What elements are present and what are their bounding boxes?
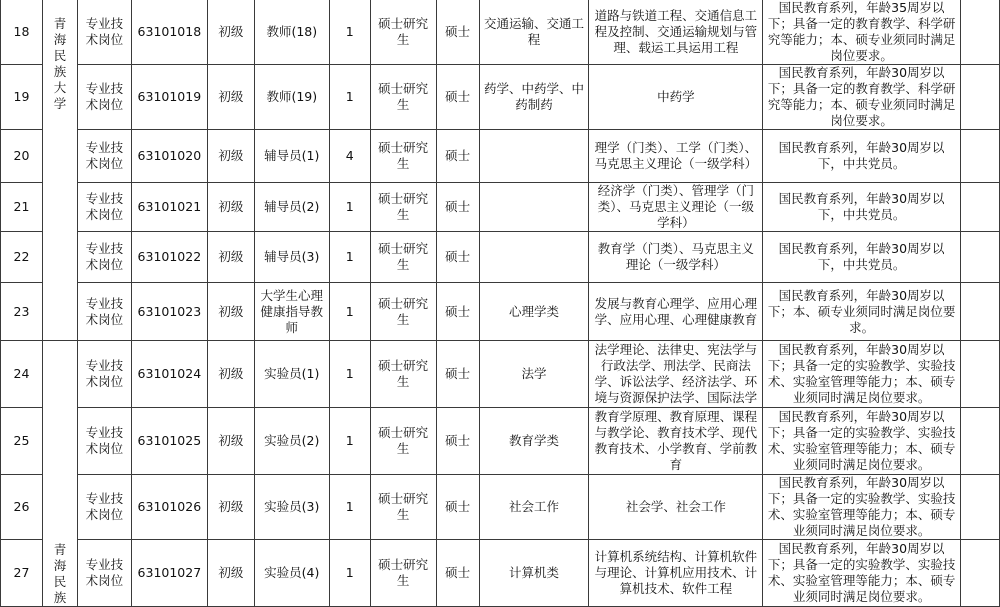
headcount-cell: 1	[329, 65, 370, 130]
degree-cell: 硕士	[436, 232, 479, 283]
post-code-cell: 63101020	[131, 130, 207, 183]
post-level-cell: 初级	[207, 232, 254, 283]
post-type-cell: 专业技术岗位	[77, 475, 131, 540]
major-category-cell	[479, 183, 589, 232]
post-name-cell: 教师(19)	[254, 65, 329, 130]
seq-cell: 19	[1, 65, 43, 130]
post-code-cell: 63101018	[131, 0, 207, 65]
degree-cell: 硕士	[436, 283, 479, 341]
post-type-cell: 专业技术岗位	[77, 283, 131, 341]
seq-cell: 23	[1, 283, 43, 341]
post-name-cell: 实验员(3)	[254, 475, 329, 540]
post-name-cell: 辅导员(1)	[254, 130, 329, 183]
headcount-cell: 1	[329, 408, 370, 475]
unit-name-char: 族	[53, 590, 67, 605]
degree-cell: 硕士	[436, 183, 479, 232]
seq-cell: 24	[1, 341, 43, 408]
post-type-cell: 专业技术岗位	[77, 408, 131, 475]
education-cell: 硕士研究生	[370, 183, 436, 232]
education-cell: 硕士研究生	[370, 65, 436, 130]
post-name-cell: 大学生心理健康指导教师	[254, 283, 329, 341]
remarks-cell	[960, 408, 999, 475]
table-row	[1, 130, 1000, 183]
post-type-cell: 专业技术岗位	[77, 183, 131, 232]
education-cell: 硕士研究生	[370, 0, 436, 65]
table-row	[1, 283, 1000, 341]
table-row	[1, 341, 1000, 408]
post-level-cell: 初级	[207, 341, 254, 408]
post-type-cell: 专业技术岗位	[77, 65, 131, 130]
unit-name-char: 民	[53, 574, 67, 589]
seq-cell: 22	[1, 232, 43, 283]
post-type-cell: 专业技术岗位	[77, 130, 131, 183]
conditions-cell: 国民教育系列，年龄30周岁以下；具备一定的实验教学、实验技术、实验室管理等能力；本、硕专业须同时满足岗位要求。	[763, 475, 961, 540]
headcount-cell: 4	[329, 130, 370, 183]
education-cell: 硕士研究生	[370, 232, 436, 283]
conditions-cell: 国民教育系列，年龄30周岁以下；具备一定的教育教学、科学研究等能力；本、硕专业须同时满足岗位要求。	[763, 65, 961, 130]
major-cell: 发展与教育心理学、应用心理学、应用心理、心理健康教育	[589, 283, 763, 341]
post-code-cell: 63101025	[131, 408, 207, 475]
remarks-cell	[960, 283, 999, 341]
post-code-cell: 63101022	[131, 232, 207, 283]
seq-cell: 25	[1, 408, 43, 475]
post-code-cell: 63101026	[131, 475, 207, 540]
major-category-cell: 法学	[479, 341, 589, 408]
major-category-cell: 交通运输、交通工程	[479, 0, 589, 65]
major-cell: 法学理论、法律史、宪法学与行政法学、刑法学、民商法学、诉讼法学、经济法学、环境与资源保护法学、国际法学	[589, 341, 763, 408]
major-category-cell	[479, 232, 589, 283]
remarks-cell	[960, 232, 999, 283]
table-row	[1, 65, 1000, 130]
major-cell: 道路与铁道工程、交通信息工程及控制、交通运输规划与管理、载运工具运用工程	[589, 0, 763, 65]
education-cell: 硕士研究生	[370, 130, 436, 183]
education-cell: 硕士研究生	[370, 475, 436, 540]
unit-name	[46, 16, 74, 112]
unit-name-cell	[42, 341, 77, 607]
headcount-cell: 1	[329, 540, 370, 607]
remarks-cell	[960, 65, 999, 130]
major-category-cell: 社会工作	[479, 475, 589, 540]
post-code-cell: 63101021	[131, 183, 207, 232]
table-row	[1, 0, 1000, 65]
major-category-cell: 计算机类	[479, 540, 589, 607]
table-row	[1, 540, 1000, 607]
remarks-cell	[960, 341, 999, 408]
degree-cell: 硕士	[436, 65, 479, 130]
unit-name	[46, 542, 74, 606]
post-name-cell: 辅导员(2)	[254, 183, 329, 232]
education-cell: 硕士研究生	[370, 408, 436, 475]
degree-cell: 硕士	[436, 130, 479, 183]
headcount-cell: 1	[329, 183, 370, 232]
unit-name-char: 海	[53, 32, 67, 47]
post-level-cell: 初级	[207, 540, 254, 607]
unit-name-char: 学	[53, 96, 67, 111]
table-body	[1, 0, 1000, 607]
major-cell: 计算机系统结构、计算机软件与理论、计算机应用技术、计算机技术、软件工程	[589, 540, 763, 607]
post-level-cell: 初级	[207, 408, 254, 475]
conditions-cell: 国民教育系列，年龄30周岁以下，中共党员。	[763, 130, 961, 183]
unit-name-char: 大	[53, 80, 67, 95]
table-row	[1, 475, 1000, 540]
post-level-cell: 初级	[207, 130, 254, 183]
post-type-cell: 专业技术岗位	[77, 232, 131, 283]
table-row	[1, 408, 1000, 475]
conditions-cell: 国民教育系列，年龄30周岁以下，中共党员。	[763, 183, 961, 232]
remarks-cell	[960, 183, 999, 232]
headcount-cell: 1	[329, 341, 370, 408]
major-cell: 中药学	[589, 65, 763, 130]
post-level-cell: 初级	[207, 65, 254, 130]
education-cell: 硕士研究生	[370, 540, 436, 607]
degree-cell: 硕士	[436, 341, 479, 408]
post-level-cell: 初级	[207, 183, 254, 232]
post-level-cell: 初级	[207, 283, 254, 341]
major-category-cell	[479, 130, 589, 183]
headcount-cell: 1	[329, 475, 370, 540]
unit-name-char: 海	[53, 558, 67, 573]
remarks-cell	[960, 130, 999, 183]
remarks-cell	[960, 540, 999, 607]
post-name-cell: 实验员(1)	[254, 341, 329, 408]
major-cell: 社会学、社会工作	[589, 475, 763, 540]
conditions-cell: 国民教育系列，年龄30周岁以下；具备一定的实验教学、实验技术、实验室管理等能力；本、硕专业须同时满足岗位要求。	[763, 408, 961, 475]
degree-cell: 硕士	[436, 475, 479, 540]
seq-cell: 26	[1, 475, 43, 540]
unit-name-char: 青	[53, 542, 67, 557]
table-row	[1, 183, 1000, 232]
unit-name-char: 族	[53, 64, 67, 79]
major-cell: 教育学（门类）、马克思主义理论（一级学科）	[589, 232, 763, 283]
headcount-cell: 1	[329, 0, 370, 65]
seq-cell: 21	[1, 183, 43, 232]
seq-cell: 27	[1, 540, 43, 607]
post-name-cell: 实验员(4)	[254, 540, 329, 607]
remarks-cell	[960, 0, 999, 65]
major-cell: 理学（门类）、工学（门类）、马克思主义理论（一级学科）	[589, 130, 763, 183]
conditions-cell: 国民教育系列，年龄30周岁以下；具备一定的实验教学、实验技术、实验室管理等能力；本、硕专业须同时满足岗位要求。	[763, 540, 961, 607]
major-category-cell: 教育学类	[479, 408, 589, 475]
unit-name-char: 民	[53, 48, 67, 63]
headcount-cell: 1	[329, 283, 370, 341]
major-cell: 经济学（门类）、管理学（门类）、马克思主义理论（一级学科）	[589, 183, 763, 232]
post-code-cell: 63101019	[131, 65, 207, 130]
seq-cell: 20	[1, 130, 43, 183]
post-type-cell: 专业技术岗位	[77, 0, 131, 65]
post-code-cell: 63101024	[131, 341, 207, 408]
degree-cell: 硕士	[436, 540, 479, 607]
table-row	[1, 232, 1000, 283]
education-cell: 硕士研究生	[370, 283, 436, 341]
post-code-cell: 63101023	[131, 283, 207, 341]
major-cell: 教育学原理、教育原理、课程与教学论、教育技术学、现代教育技术、小学教育、学前教育	[589, 408, 763, 475]
education-cell: 硕士研究生	[370, 341, 436, 408]
post-type-cell: 专业技术岗位	[77, 540, 131, 607]
unit-name-cell	[42, 0, 77, 341]
conditions-cell: 国民教育系列，年龄30周岁以下；本、硕专业须同时满足岗位要求。	[763, 283, 961, 341]
post-name-cell: 教师(18)	[254, 0, 329, 65]
conditions-cell: 国民教育系列，年龄35周岁以下；具备一定的教育教学、科学研究等能力；本、硕专业须同时满足岗位要求。	[763, 0, 961, 65]
major-category-cell: 药学、中药学、中药制药	[479, 65, 589, 130]
unit-name-char: 青	[53, 16, 67, 31]
conditions-cell: 国民教育系列，年龄30周岁以下，中共党员。	[763, 232, 961, 283]
post-name-cell: 实验员(2)	[254, 408, 329, 475]
post-level-cell: 初级	[207, 0, 254, 65]
post-type-cell: 专业技术岗位	[77, 341, 131, 408]
degree-cell: 硕士	[436, 408, 479, 475]
conditions-cell: 国民教育系列，年龄30周岁以下；具备一定的实验教学、实验技术、实验室管理等能力；本、硕专业须同时满足岗位要求。	[763, 341, 961, 408]
post-name-cell: 辅导员(3)	[254, 232, 329, 283]
headcount-cell: 1	[329, 232, 370, 283]
remarks-cell	[960, 475, 999, 540]
major-category-cell: 心理学类	[479, 283, 589, 341]
seq-cell: 18	[1, 0, 43, 65]
degree-cell: 硕士	[436, 0, 479, 65]
post-code-cell: 63101027	[131, 540, 207, 607]
post-level-cell: 初级	[207, 475, 254, 540]
